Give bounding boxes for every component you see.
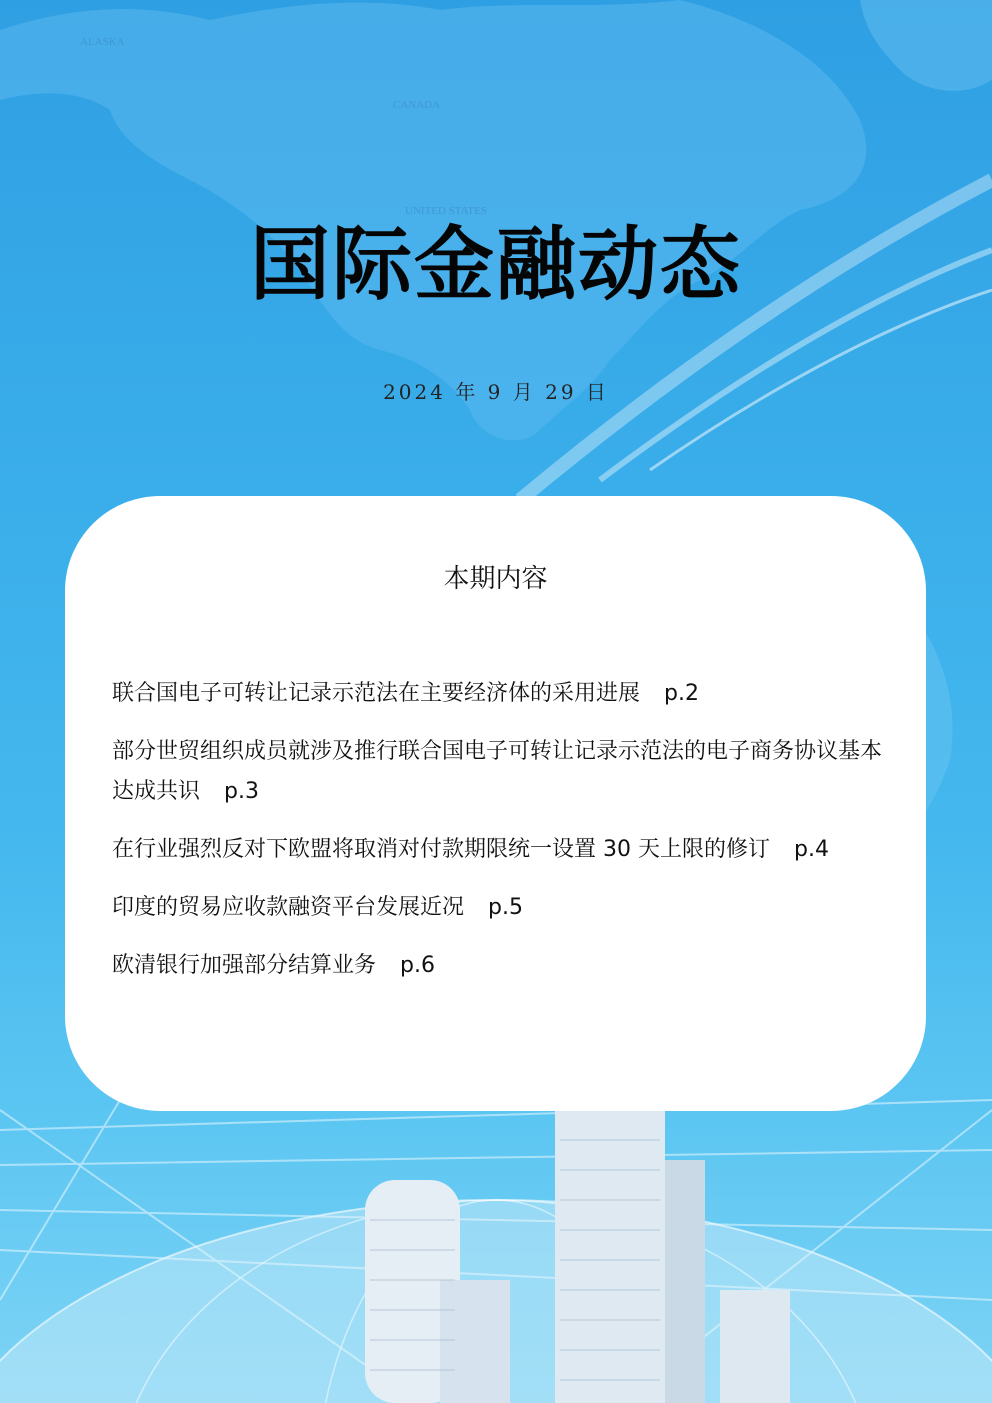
toc-item[interactable] — [112, 674, 902, 714]
toc-item-page: p.6 — [400, 953, 435, 978]
toc-item-page: p.4 — [793, 837, 829, 862]
toc-item-title: 部分世贸组织成员就涉及推行联合国电子可转让记录示范法的电子商务协议基本达成共识 — [112, 739, 883, 804]
toc-heading: 本期内容 — [443, 564, 548, 594]
toc-item-title: 在行业强烈反对下欧盟将取消对付款期限统一设置 30 天上限的修订 — [112, 837, 770, 862]
toc-item-title: 欧清银行加强部分结算业务 — [112, 953, 377, 978]
svg-text:ALASKA: ALASKA — [80, 36, 125, 48]
toc-list — [112, 674, 902, 1004]
greenland-shape — [860, 0, 992, 91]
toc-item[interactable] — [112, 830, 902, 870]
toc-item[interactable] — [112, 946, 902, 986]
toc-item[interactable] — [112, 732, 902, 812]
toc-item-page: p.3 — [224, 779, 259, 804]
issue-date: 2024 年 9 月 29 日 — [383, 380, 609, 404]
svg-text:UNITED STATES: UNITED STATES — [405, 205, 487, 217]
svg-text:CANADA: CANADA — [393, 99, 441, 111]
table-of-contents-card — [65, 496, 926, 1111]
toc-item[interactable] — [112, 888, 902, 928]
toc-item-title: 联合国电子可转让记录示范法在主要经济体的采用进展 — [112, 681, 641, 706]
toc-item-title: 印度的贸易应收款融资平台发展近况 — [112, 895, 465, 920]
toc-item-page: p.5 — [488, 895, 523, 920]
toc-item-page: p.2 — [664, 681, 699, 706]
publication-title: 国际金融动态 — [250, 218, 742, 311]
